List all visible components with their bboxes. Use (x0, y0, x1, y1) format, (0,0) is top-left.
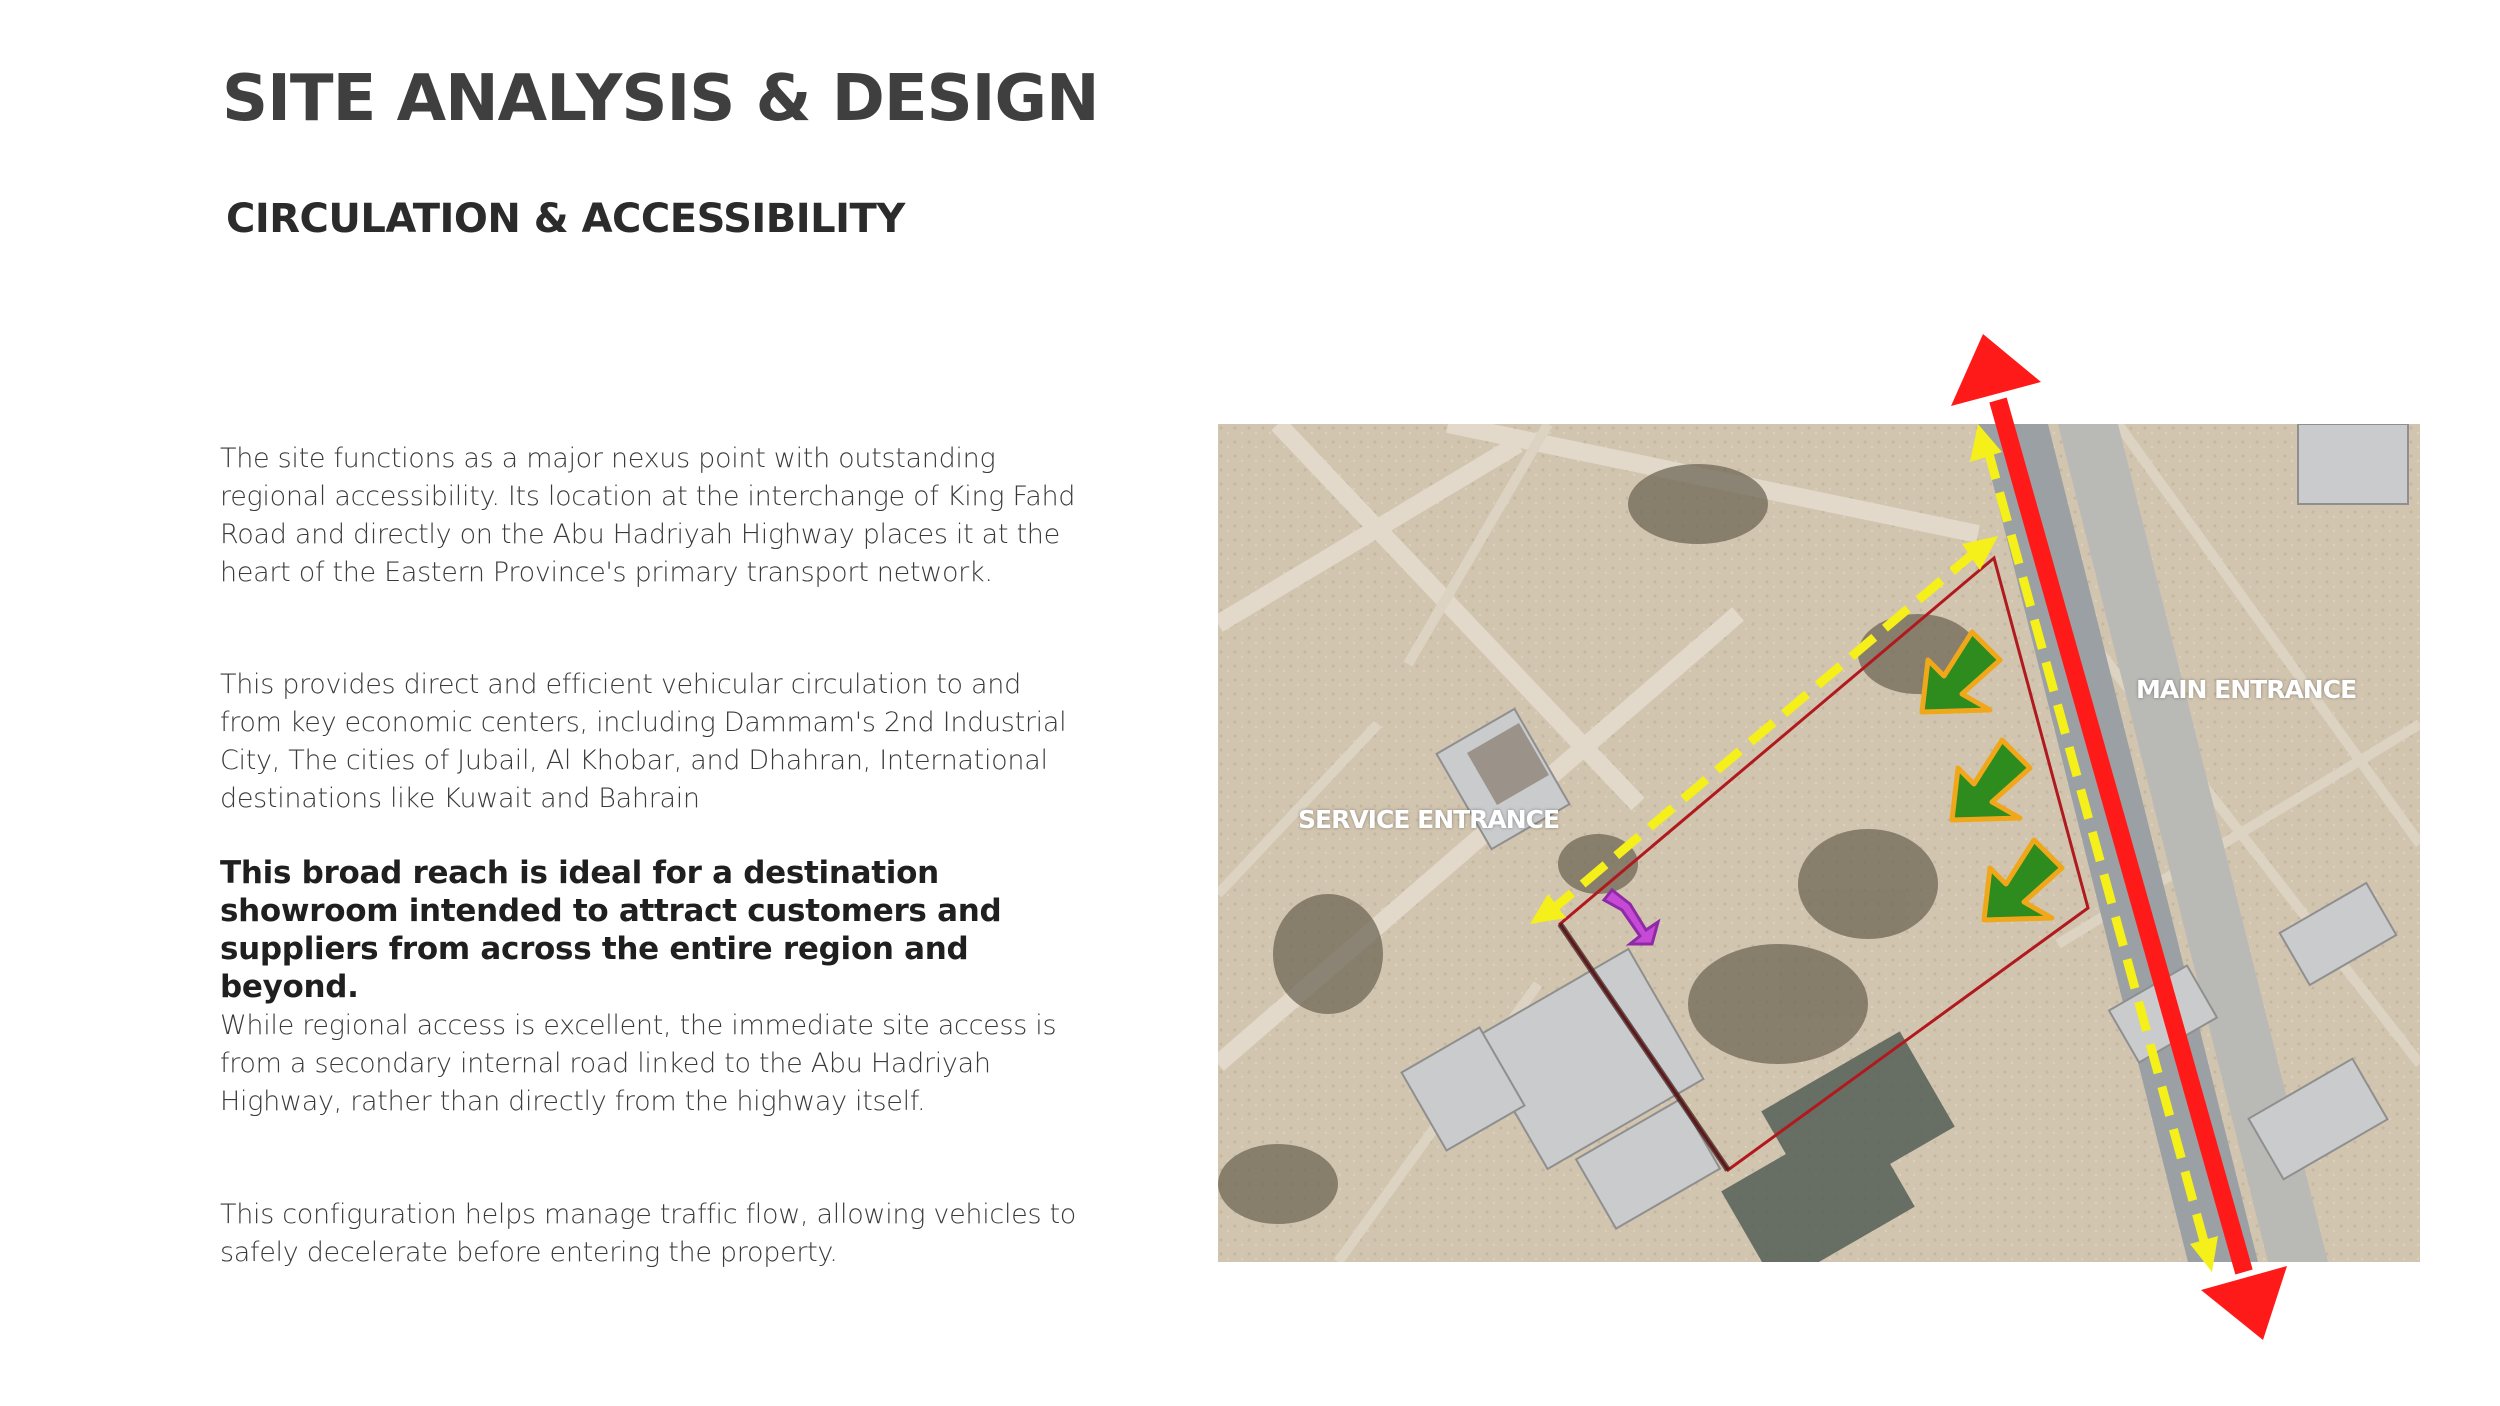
paragraph-economic-centers: This provides direct and efficient vehicular circulation to and from key economic centers, including Dammam's 2nd Industrial City, The cities of Jubail, Al Khobar, and Dhahran, International destinations like Kuwait and Bahrain (220, 669, 1067, 814)
entry-arrow-icon (1952, 740, 2030, 820)
main-circulation-dashed (1970, 424, 2218, 1272)
service-arrow-icon (1604, 890, 1658, 944)
paragraph-broad-reach: This broad reach is ideal for a destination showroom intended to attract customers and suppliers from across the entire region and beyond. (220, 855, 1002, 1005)
paragraph-traffic-flow: This configuration helps manage traffic flow, allowing vehicles to safely decelerate before entering the property. (220, 1199, 1077, 1268)
site-boundary (1560, 558, 2088, 1170)
entry-arrow-icon (1984, 840, 2062, 920)
entry-arrow-icon (1922, 632, 2000, 712)
entry-arrows (1922, 632, 2062, 920)
service-entrance-label: SERVICE ENTRANCE (1298, 805, 1560, 834)
paragraph-immediate-access: While regional access is excellent, the immediate site access is from a secondary internal road linked to the Abu Hadriyah Highway, rather than directly from the highway itself. (220, 1010, 1057, 1117)
service-circulation-dashed (1530, 536, 1998, 924)
highway-arrow (1951, 334, 2287, 1340)
page-subtitle: CIRCULATION & ACCESSIBILITY (226, 196, 905, 242)
main-entrance-label: MAIN ENTRANCE (2136, 675, 2357, 704)
page-title: SITE ANALYSIS & DESIGN (222, 62, 1099, 136)
paragraph-regional-access: The site functions as a major nexus point with outstanding regional accessibility. Its location at the interchange of King Fahd Road and directly on the Abu Hadriyah Highway places it at the heart of the Eastern Province's primary transport network. (220, 443, 1076, 588)
